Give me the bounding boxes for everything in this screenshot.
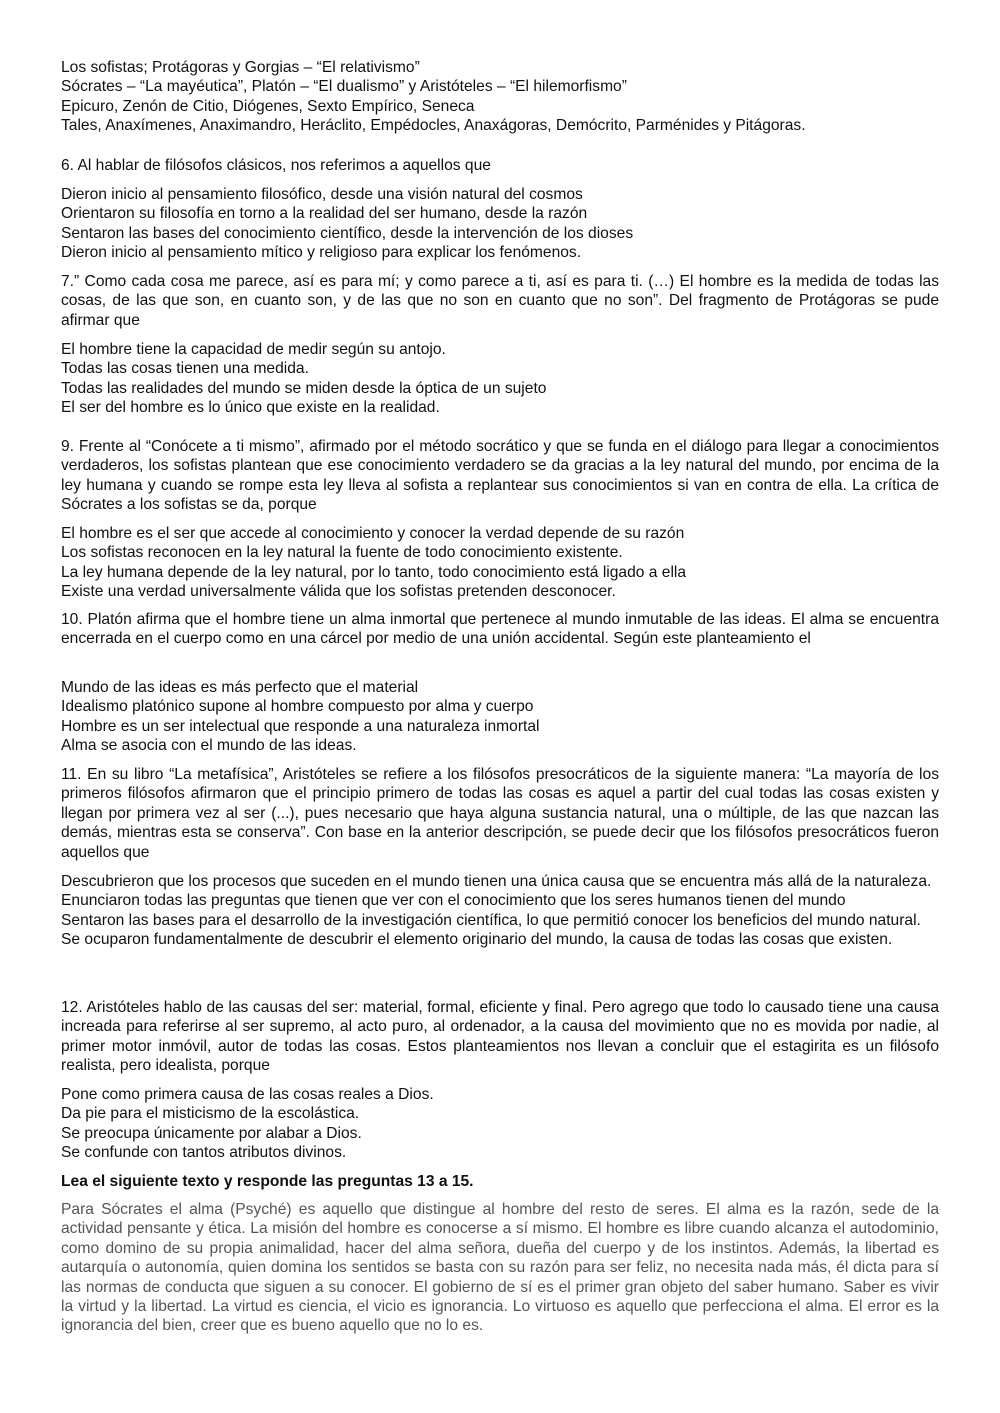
question-10-options — [61, 678, 939, 756]
answer-option[interactable]: Todas las cosas tienen una medida. — [61, 360, 309, 378]
answer-option[interactable]: Hombre es un ser intelectual que responde a una naturaleza inmortal — [61, 717, 540, 735]
answer-option[interactable]: Los sofistas reconocen en la ley natural la fuente de todo conocimiento existente. — [61, 544, 623, 562]
answer-option[interactable]: Da pie para el misticismo de la escolástica. — [61, 1105, 360, 1123]
question-9-options — [61, 524, 939, 602]
list-item: Sócrates – “La mayéutica”, Platón – “El dualismo” y Aristóteles – “El hilemorfismo” — [61, 78, 627, 96]
answer-option[interactable]: El hombre es el ser que accede al conocimiento y conocer la verdad depende de su razón — [61, 525, 685, 542]
answer-option[interactable]: Dieron inicio al pensamiento mítico y religioso para explicar los fenómenos. — [61, 244, 582, 262]
list-item: Tales, Anaxímenes, Anaximandro, Heráclito, Empédocles, Anaxágoras, Demócrito, Parménides y Pitágoras. — [61, 117, 806, 135]
question-10-text: 10. Platón afirma que el hombre tiene un alma inmortal que pertenece al mundo inmutable de las ideas. El alma se encuentra encerrada en el cuerpo como en una cárcel por medio de una unión accidental. Según este planteamiento el — [61, 611, 939, 648]
question-6-options — [61, 185, 939, 263]
answer-option[interactable]: Alma se asocia con el mundo de las ideas. — [61, 737, 357, 755]
answer-option[interactable]: El hombre tiene la capacidad de medir según su antojo. — [61, 341, 446, 358]
answer-option[interactable]: Sentaron las bases para el desarrollo de la investigación científica, lo que permitió conocer los beneficios del mundo natural. — [61, 911, 921, 929]
answer-option[interactable]: Descubrieron que los procesos que suceden en el mundo tienen una única causa que se encuentra más allá de la naturaleza. — [61, 873, 932, 890]
answer-option[interactable]: Sentaron las bases del conocimiento científico, desde la intervención de los dioses — [61, 224, 634, 242]
list-item: Epicuro, Zenón de Citio, Diógenes, Sexto Empírico, Seneca — [61, 97, 475, 115]
question-6-text: 6. Al hablar de filósofos clásicos, nos referimos a aquellos que — [61, 157, 491, 174]
answer-option[interactable]: Todas las realidades del mundo se miden desde la óptica de un sujeto — [61, 379, 547, 397]
question-12-text: 12. Aristóteles hablo de las causas del ser: material, formal, eficiente y final. Pero agrego que todo lo causado tiene una causa increada para referirse al ser supremo, al acto puro, al ordenador, a la causa del movimiento que no es movida por nadie, al primer motor inmóvil, autor de todas las cosas. Estos planteamientos nos llevan a concluir que el estagirita es un filósofo realista, pero idealista, porque — [61, 999, 939, 1075]
question-7-text: 7.” Como cada cosa me parece, así es para mí; y como parece a ti, así es para ti. (…) El hombre es la medida de todas las cosas, de las que son, en cuanto son, y de las que no son en cuanto que no son”. Del fragmento de Protágoras se pude afirmar que — [61, 273, 939, 329]
answer-option[interactable]: La ley humana depende de la ley natural, por lo tanto, todo conocimiento está ligado a ella — [61, 563, 687, 581]
answer-option[interactable]: Enunciaron todas las preguntas que tienen que ver con el conocimiento que los seres humanos tienen del mundo — [61, 892, 846, 910]
reading-text: Para Sócrates el alma (Psyché) es aquello que distingue al hombre del resto de seres. El alma es la razón, sede de la actividad pensante y ética. La misión del hombre es conocerse a sí mismo. El hombre es libre cuando alcanza el autodominio, como domino de su propia animalidad, hacer del alma señora, dueña del cuerpo y de los instintos. Además, la libertad es autarquía o autonomía, quien domina los sentidos se basta con su razón para ser feliz, no necesita nada más, él dicta para sí las normas de conducta que siguen a su conocer. El gobierno de sí es el primer gran objeto del saber humano. Saber es vivir la virtud y la libertad. La virtud es ciencia, el vicio es ignorancia. Lo virtuoso es aquello que perfecciona el alma. El error es la ignorancia del bien, creer que es bueno aquello que no lo es. — [61, 1201, 939, 1335]
answer-option[interactable]: Pone como primera causa de las cosas reales a Dios. — [61, 1086, 434, 1103]
top-list — [61, 58, 939, 136]
question-9-text: 9. Frente al “Conócete a ti mismo”, afirmado por el método socrático y que se funda en el diálogo para llegar a conocimientos verdaderos, los sofistas plantean que ese conocimiento verdadero se da gracias a la ley natural del mundo, por encima de la ley humana y cuando se rompe esta ley lleva al sofista a replantear sus conocimientos si van en contra de ella. La crítica de Sócrates a los sofistas se da, porque — [61, 438, 939, 514]
answer-option[interactable]: Se confunde con tantos atributos divinos. — [61, 1144, 347, 1162]
answer-option[interactable]: Se ocuparon fundamentalmente de descubrir el elemento originario del mundo, la causa de todas las cosas que existen. — [61, 931, 893, 949]
answer-option[interactable]: El ser del hombre es lo único que existe en la realidad. — [61, 399, 440, 417]
question-7-options — [61, 340, 939, 418]
answer-option[interactable]: Dieron inicio al pensamiento filosófico, desde una visión natural del cosmos — [61, 186, 583, 203]
question-11-options — [61, 872, 939, 950]
answer-option[interactable]: Orientaron su filosofía en torno a la realidad del ser humano, desde la razón — [61, 205, 588, 223]
list-item: Los sofistas; Protágoras y Gorgias – “El relativismo” — [61, 59, 420, 76]
question-12-options — [61, 1085, 939, 1163]
answer-option[interactable]: Mundo de las ideas es más perfecto que el material — [61, 679, 419, 696]
answer-option[interactable]: Idealismo platónico supone al hombre compuesto por alma y cuerpo — [61, 698, 534, 716]
question-11-text: 11. En su libro “La metafísica”, Aristóteles se refiere a los filósofos presocráticos de la siguiente manera: “La mayoría de los primeros filósofos afirmaron que el principio primero de todas las cosas es aquel a partir del cual todas las cosas existen y llegan por primera vez al ser (...), pues necesario que haya alguna sustancia natural, una o múltiple, de las que nazcan las demás, mientras esta se conserva”. Con base en la anterior descripción, se puede decir que los filósofos presocráticos fueron aquellos que — [61, 766, 939, 861]
answer-option[interactable]: Existe una verdad universalmente válida que los sofistas pretenden desconocer. — [61, 583, 616, 601]
answer-option[interactable]: Se preocupa únicamente por alabar a Dios. — [61, 1124, 362, 1142]
reading-heading: Lea el siguiente texto y responde las preguntas 13 a 15. — [61, 1173, 474, 1190]
